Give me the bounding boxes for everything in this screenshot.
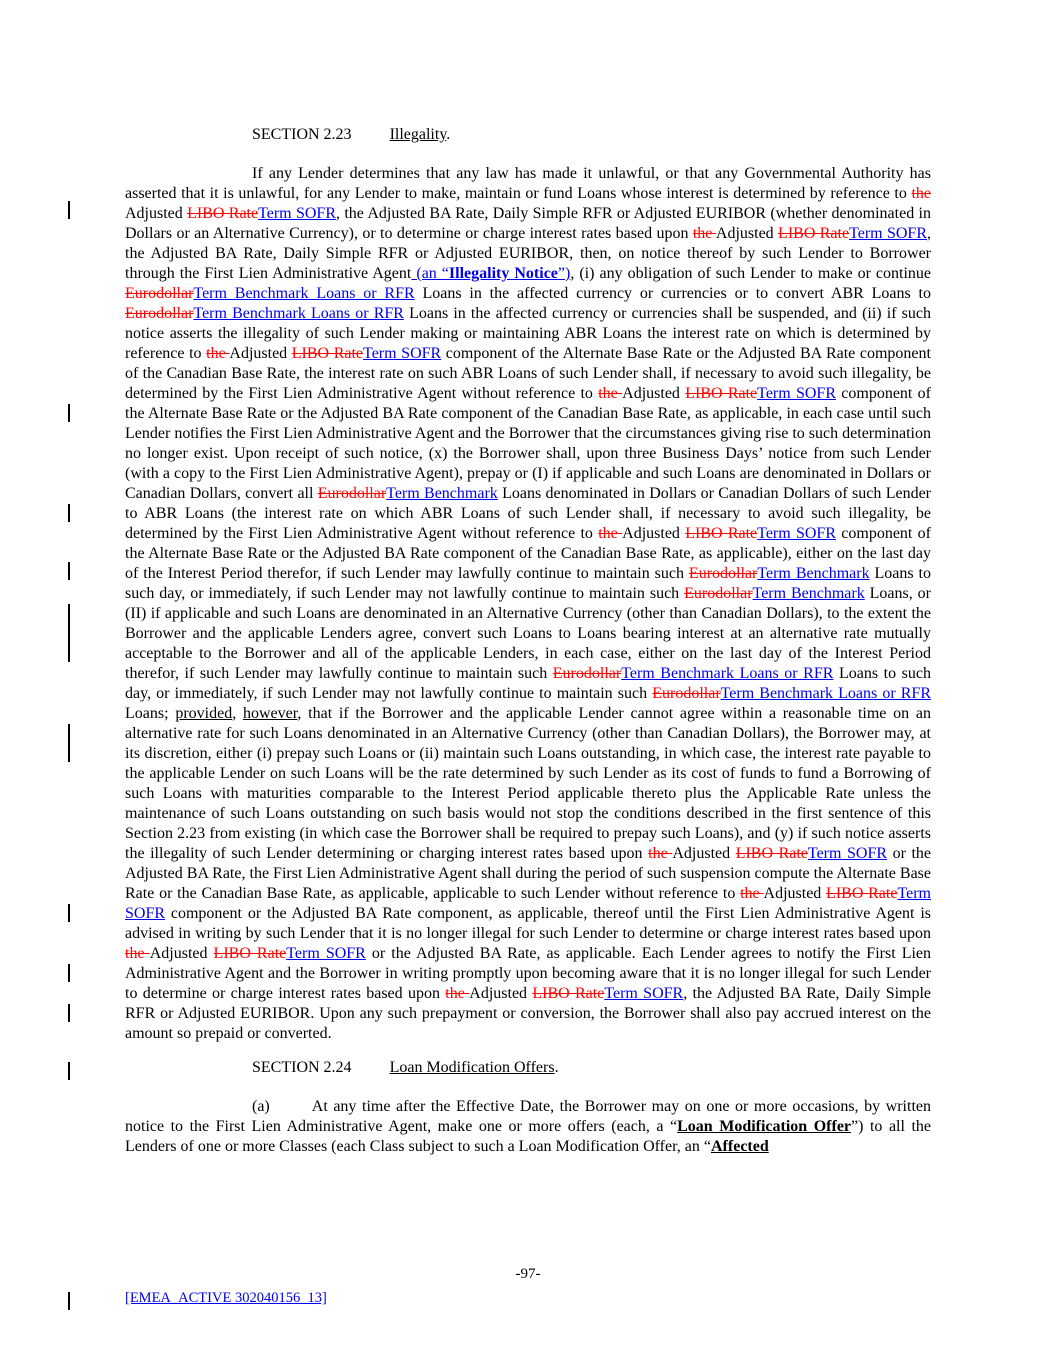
text-run: Adjusted <box>229 345 292 362</box>
deleted-text-run: Eurodollar <box>652 685 721 702</box>
text-run: At any time after the Effective Date, the Borrower may on one or more occasions, by written notice to the First Lien Administrative Agent, make one or more offers (each, a “ <box>125 1098 931 1135</box>
text-run: , (i) any obligation of such Lender to make or continue <box>570 265 932 282</box>
text-run: Loans in the affected currency or currencies or to convert ABR Loans to <box>414 285 932 302</box>
deleted-text-run: the <box>445 985 470 1002</box>
deleted-text-run: LIBO Rate <box>187 205 259 222</box>
inserted-text-run: Term SOFR <box>363 345 442 362</box>
section-2-23-body <box>125 164 931 1044</box>
text-run: Loans, or (II) if applicable and such Loans are denominated in an Alternative Currency (other than Canadian Dollars), to the extent the Borrower and the applicable Lenders agree, convert such Loans to Loans bearing interest at an alternative rate mutually acceptable to the Borrower and all of the applicable Lenders, in each case, either on the last day of the Interest Period therefor, if such Lender may lawfully continue to maintain such <box>125 585 932 682</box>
text-run: Adjusted <box>715 225 779 242</box>
deleted-text-run: the <box>692 225 716 242</box>
underlined-text-run: Affected <box>711 1138 769 1155</box>
deleted-text-run: the <box>125 945 150 962</box>
deleted-text-run: the <box>911 185 931 202</box>
text-run: component or the Adjusted BA Rate component, as applicable, thereof until the First Lien Administrative Agent is advised in writing by such Lender that it is no longer illegal for such Lender to determine or charge interest rates based upon <box>125 905 931 942</box>
inserted-text-run: Term SOFR <box>604 985 684 1002</box>
underlined-text-run: Illegality <box>389 126 447 143</box>
change-bar <box>68 904 70 922</box>
change-bar <box>68 1292 70 1310</box>
change-bar <box>68 964 70 982</box>
text-run: Adjusted <box>125 205 188 222</box>
inserted-text-run: Term SOFR <box>757 525 836 542</box>
text-run: (a) <box>252 1098 270 1115</box>
section-2-24-heading <box>125 1058 931 1078</box>
text-run: Adjusted <box>622 385 686 402</box>
inserted-text-run: Term SOFR <box>286 945 366 962</box>
text-run: Loans to such day, or immediately, if such Lender may not lawfully continue to maintain such <box>125 565 932 602</box>
text-run: Adjusted <box>763 885 827 902</box>
deleted-text-run: LIBO Rate <box>532 985 605 1002</box>
change-bar <box>68 1004 70 1022</box>
inserted-text-run: Term Benchmark <box>386 485 498 502</box>
inserted-text-run: Term Benchmark Loans or RFR <box>720 685 931 702</box>
document-content <box>125 125 931 1157</box>
text-run: , that if the Borrower and the applicable Lender cannot agree within a reasonable time on an alternative rate for such Loans denominated in an Alternative Currency (other than Canadian Dollars), the Borrower may, at its discretion, either (i) prepay such Loans or (ii) maintain such Loans outstanding, in which case, the interest rate payable to the applicable Lender on such Loans will be the rate determined by such Lender as its cost of funds to fund a Borrowing of such Loans with maturities comparable to the Interest Period applicable thereto plus the Applicable Rate unless the maintenance of such Loans outstanding on such basis would not stop the conditions described in the first sentence of this Section 2.23 from existing (in which case the Borrower shall be required to prepay such Loans), and (y) if such notice asserts the illegality of such Lender determining or charging interest rates based upon <box>125 705 932 862</box>
text-run: Adjusted <box>149 945 214 962</box>
inserted-text-run: Term Benchmark Loans or RFR <box>193 285 415 302</box>
text-run: , <box>232 705 243 722</box>
text-run: Loans to such day, or immediately, if such Lender may not lawfully continue to maintain such <box>125 665 931 702</box>
inserted-text-run: Term SOFR <box>757 385 836 402</box>
inserted-text-run: Illegality Notice <box>448 265 558 282</box>
inserted-text-run: Term SOFR <box>807 845 888 862</box>
deleted-text-run: the <box>598 385 623 402</box>
inserted-text-run: Term SOFR <box>849 225 928 242</box>
text-run: Adjusted <box>622 525 686 542</box>
change-bar <box>68 604 70 662</box>
inserted-text-run: Term Benchmark Loans or RFR <box>621 665 834 682</box>
text-run: . <box>446 126 451 143</box>
document-id-stamp: [EMEA_ACTIVE 302040156_13] <box>125 1290 327 1306</box>
deleted-text-run: LIBO Rate <box>826 885 898 902</box>
change-bar-gutter <box>68 0 71 1365</box>
text-run: . <box>554 1059 559 1076</box>
text-run: If any Lender determines that any law has made it unlawful, or that any Governmental Authority has asserted that it is unlawful, for any Lender to make, maintain or fund Loans whose interest is determined by reference to <box>125 165 931 202</box>
text-run: SECTION 2.24 <box>252 1059 352 1076</box>
inserted-text-run: Term SOFR <box>258 205 336 222</box>
text-run: component of the Alternate Base Rate or the Adjusted BA Rate component of the Canadian Base Rate, as applicable, in each case until such Lender notifies the First Lien Administrative Agent and the Borrower that the circumstances giving rise to such determination no longer exist. Upon receipt of such notice, (x) the Borrower shall, upon three Business Days’ notice from such Lender (with a copy to the First Lien Administrative Agent), prepay or (I) if applicable and such Loans are denominated in Dollars or Canadian Dollars, convert all <box>125 385 931 502</box>
text-run: SECTION 2.23 <box>252 126 352 143</box>
deleted-text-run: LIBO Rate <box>213 945 287 962</box>
change-bar <box>68 201 70 219</box>
underlined-text-run: however <box>242 705 298 722</box>
text-run: or the Adjusted BA Rate, the First Lien Administrative Agent shall during the period of such suspension compute the Alternate Base Rate or the Canadian Base Rate, as applicable, applicable to such Lender without reference to <box>125 845 932 902</box>
inserted-text-run: Term Benchmark <box>757 565 870 582</box>
deleted-text-run: LIBO Rate <box>685 525 758 542</box>
inserted-text-run: Term SOFR <box>125 885 931 922</box>
text-run: , the Adjusted BA Rate, Daily Simple RFR or Adjusted EURIBOR (whether denominated in Dollars or an Alternative Currency), or to determine or charge interest rates based upon <box>125 205 931 242</box>
text-run: Loans; <box>125 705 176 722</box>
deleted-text-run: LIBO Rate <box>778 225 850 242</box>
deleted-text-run: LIBO Rate <box>291 345 364 362</box>
deleted-text-run: Eurodollar <box>125 305 194 322</box>
inserted-text-run: ”) <box>557 265 571 282</box>
underlined-text-run: Loan Modification Offers <box>389 1059 555 1076</box>
deleted-text-run: the <box>648 845 673 862</box>
page-number: -97- <box>515 1266 541 1282</box>
text-run: ”) to all the Lenders of one or more Classes (each Class subject to such a Loan Modification Offer, an “ <box>125 1118 931 1155</box>
text-run: component of the Alternate Base Rate or the Adjusted BA Rate component of the Canadian Base Rate, the interest rate on such ABR Loans of such Lender shall, if necessary to avoid such illegality, be determined by the First Lien Administrative Agent without reference to <box>125 345 931 402</box>
change-bar <box>68 562 70 580</box>
inserted-text-run: Term Benchmark <box>752 585 865 602</box>
text-run: , the Adjusted BA Rate, Daily Simple RFR or Adjusted EURIBOR, then, on notice thereof by such Lender to Borrower through the First Lien Administrative Agent <box>125 225 932 282</box>
deleted-text-run: Eurodollar <box>684 585 753 602</box>
deleted-text-run: the <box>206 345 230 362</box>
deleted-text-run: Eurodollar <box>125 285 194 302</box>
text-run: component of the Alternate Base Rate or the Adjusted BA Rate component of the Canadian Base Rate, as applicable), either on the last day of the Interest Period therefor, if such Lender may lawfully continue to maintain such <box>125 525 931 582</box>
underlined-text-run: provided <box>175 705 233 722</box>
change-bar <box>68 724 70 762</box>
deleted-text-run: the <box>598 525 623 542</box>
change-bar <box>68 1062 70 1080</box>
text-run: Adjusted <box>672 845 736 862</box>
text-run: Loans denominated in Dollars or Canadian Dollars of such Lender to ABR Loans (the interest rate on which ABR Loans of such Lender shall, if necessary to avoid such illegality, be determined by the First Lien Administrative Agent without reference to <box>125 485 931 542</box>
change-bar <box>68 504 70 522</box>
deleted-text-run: Eurodollar <box>317 485 387 502</box>
section-2-23-heading <box>125 125 931 145</box>
text-run: Loans in the affected currency or currencies shall be suspended, and (ii) if such notice asserts the illegality of such Lender making or maintaining ABR Loans the interest rate on which is determined by reference to <box>125 305 932 362</box>
deleted-text-run: Eurodollar <box>552 665 622 682</box>
deleted-text-run: Eurodollar <box>688 565 758 582</box>
text-run: or the Adjusted BA Rate, as applicable. Each Lender agrees to notify the First Lien Administrative Agent and the Borrower in writing promptly upon becoming aware that it is no longer illegal for such Lender to determine or charge interest rates based upon <box>125 945 932 1002</box>
text-run: , the Adjusted BA Rate, Daily Simple RFR or Adjusted EURIBOR. Upon any such prepayment or conversion, the Borrower shall also pay accrued interest on the amount so prepaid or converted. <box>125 985 932 1042</box>
inserted-text-run: Term Benchmark Loans or RFR <box>193 305 404 322</box>
change-bar <box>68 404 70 422</box>
section-2-24-paragraph-a <box>125 1097 931 1157</box>
inserted-text-run: (an “ <box>411 265 449 282</box>
deleted-text-run: LIBO Rate <box>685 385 758 402</box>
underlined-text-run: Loan Modification Offer <box>677 1118 852 1135</box>
deleted-text-run: LIBO Rate <box>735 845 808 862</box>
text-run: Adjusted <box>469 985 533 1002</box>
deleted-text-run: the <box>740 885 764 902</box>
